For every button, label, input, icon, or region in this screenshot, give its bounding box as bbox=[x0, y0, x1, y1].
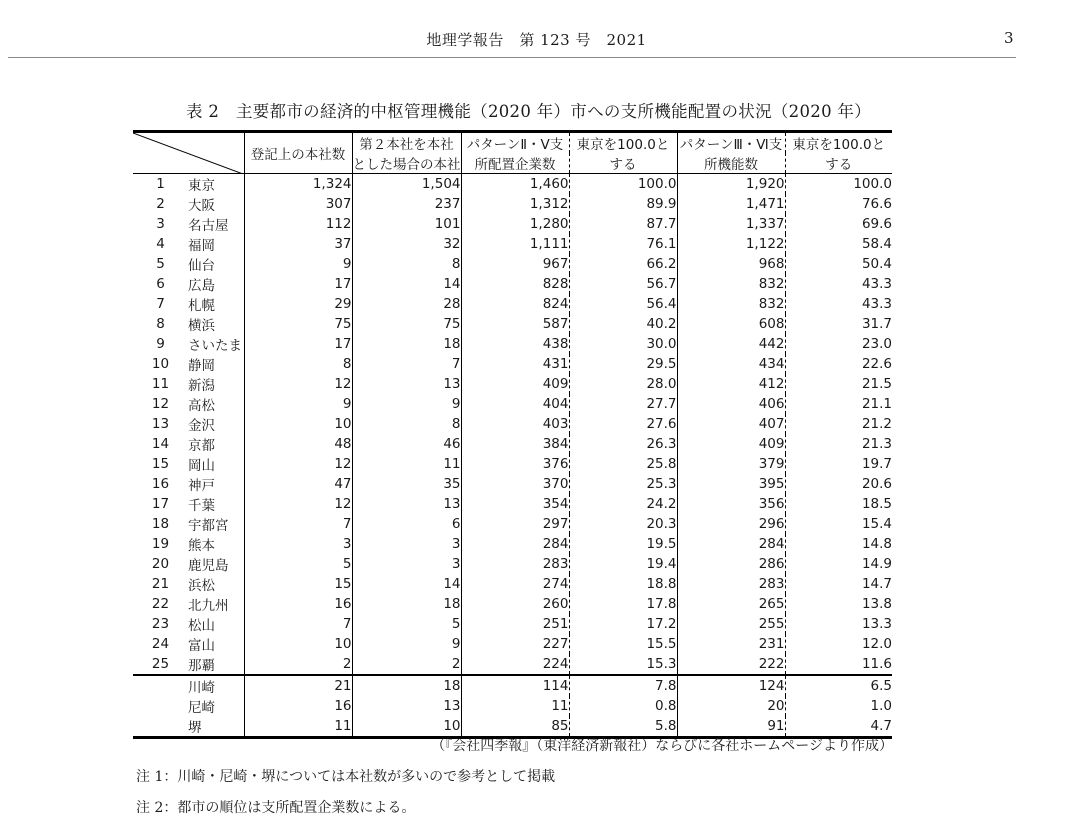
hq-count-cell: 37 bbox=[244, 234, 352, 254]
hq2-count-cell: 8 bbox=[352, 414, 461, 434]
hq-count-cell: 112 bbox=[244, 214, 352, 234]
p25-count-cell: 260 bbox=[461, 594, 569, 614]
p36-index-cell: 69.6 bbox=[861, 216, 892, 232]
col-header-idx1-l1: 東京を100.0と bbox=[569, 132, 677, 154]
p36-index-cell: 23.0 bbox=[861, 336, 892, 352]
p36-index-cell: 18.5 bbox=[861, 496, 892, 512]
p36-index-cell: 31.7 bbox=[861, 316, 892, 332]
p36-count-cell: 356 bbox=[677, 494, 785, 514]
p25-index-cell: 0.8 bbox=[569, 696, 677, 716]
p36-index-cell: 6.5 bbox=[785, 675, 892, 696]
p25-count-cell: 376 bbox=[461, 454, 569, 474]
p36-index-cell: 21.5 bbox=[861, 376, 892, 392]
p36-count-cell: 409 bbox=[677, 434, 785, 454]
p36-count-cell: 231 bbox=[677, 634, 785, 654]
p36-count-cell: 91 bbox=[677, 716, 785, 738]
p36-index-cell: 19.7 bbox=[861, 456, 892, 472]
hq-count-cell: 11 bbox=[244, 716, 352, 738]
p25-index-cell: 29.5 bbox=[569, 354, 677, 374]
p25-count-cell: 824 bbox=[461, 294, 569, 314]
hq2-count-cell: 2 bbox=[352, 654, 461, 675]
table-row bbox=[133, 334, 892, 354]
hq-count-cell: 21 bbox=[244, 675, 352, 696]
p25-index-cell: 27.7 bbox=[569, 394, 677, 414]
p36-index-cell: 21.2 bbox=[861, 416, 892, 432]
hq-count-cell: 47 bbox=[244, 474, 352, 494]
p36-count-cell: 20 bbox=[677, 696, 785, 716]
p25-index-cell: 25.8 bbox=[569, 454, 677, 474]
header-rule bbox=[8, 57, 1016, 58]
data-table bbox=[133, 130, 892, 739]
city-cell: 仙台 bbox=[188, 254, 244, 274]
p36-count-cell: 395 bbox=[677, 474, 785, 494]
col-header-hq2-l1: 第２本社を本社 bbox=[352, 132, 461, 154]
hq-count-cell: 9 bbox=[244, 394, 352, 414]
table-row bbox=[133, 634, 892, 654]
p36-index-cell: 21.3 bbox=[861, 436, 892, 452]
hq-count-cell: 8 bbox=[244, 354, 352, 374]
hq2-count-cell: 237 bbox=[352, 194, 461, 214]
rank-cell bbox=[133, 696, 188, 716]
p25-index-cell: 15.5 bbox=[569, 634, 677, 654]
page-number: 3 bbox=[1004, 29, 1014, 47]
rank-cell: 15 bbox=[151, 456, 170, 472]
rank-cell: 19 bbox=[151, 536, 170, 552]
p25-index-cell: 76.1 bbox=[569, 234, 677, 254]
col-header-idx1-l2: する bbox=[569, 153, 677, 174]
city-cell: 静岡 bbox=[188, 354, 244, 374]
p36-index-cell: 15.4 bbox=[861, 516, 892, 532]
table-row bbox=[133, 314, 892, 334]
p36-index-cell: 11.6 bbox=[861, 656, 892, 672]
rank-cell: 9 bbox=[156, 336, 165, 352]
rank-cell: 13 bbox=[151, 416, 170, 432]
city-cell: 鹿児島 bbox=[188, 554, 244, 574]
p36-count-cell: 1,920 bbox=[677, 174, 785, 195]
city-cell: 広島 bbox=[188, 274, 244, 294]
city-cell: 福岡 bbox=[188, 234, 244, 254]
rank-cell: 22 bbox=[151, 596, 170, 612]
hq2-count-cell: 35 bbox=[352, 474, 461, 494]
hq-count-cell: 7 bbox=[244, 614, 352, 634]
reference-row bbox=[133, 675, 892, 696]
note-1: 注 1：川崎・尼崎・堺については本社数が多いので参考として掲載 bbox=[136, 769, 556, 785]
rank-cell: 8 bbox=[156, 316, 165, 332]
city-cell: 横浜 bbox=[188, 314, 244, 334]
table-row bbox=[133, 214, 892, 234]
table-header bbox=[133, 132, 892, 174]
p25-index-cell: 89.9 bbox=[569, 194, 677, 214]
table-row bbox=[133, 254, 892, 274]
p25-count-cell: 224 bbox=[461, 654, 569, 675]
rank-cell: 1 bbox=[156, 176, 165, 192]
hq2-count-cell: 18 bbox=[352, 594, 461, 614]
hq-count-cell: 307 bbox=[244, 194, 352, 214]
rank-cell: 11 bbox=[151, 376, 170, 392]
col-header-p25-l2: 所配置企業数 bbox=[461, 153, 569, 174]
rank-cell bbox=[133, 675, 188, 696]
table-caption: 表 2 主要都市の経済的中枢管理機能（2020 年）市への支所機能配置の状況（2020 年） bbox=[186, 102, 872, 121]
rank-cell: 10 bbox=[151, 356, 170, 372]
city-cell: 北九州 bbox=[188, 594, 244, 614]
city-cell: 千葉 bbox=[188, 494, 244, 514]
hq-count-cell: 10 bbox=[244, 634, 352, 654]
hq2-count-cell: 10 bbox=[352, 716, 461, 738]
p25-count-cell: 431 bbox=[461, 354, 569, 374]
hq-count-cell: 48 bbox=[244, 434, 352, 454]
rank-cell: 5 bbox=[156, 256, 165, 272]
p25-index-cell: 19.5 bbox=[569, 534, 677, 554]
p36-count-cell: 1,337 bbox=[677, 214, 785, 234]
hq2-count-cell: 1,504 bbox=[352, 174, 461, 195]
table-row bbox=[133, 614, 892, 634]
p25-count-cell: 404 bbox=[461, 394, 569, 414]
p36-index-cell: 12.0 bbox=[861, 636, 892, 652]
city-cell: 浜松 bbox=[188, 574, 244, 594]
hq-count-cell: 5 bbox=[244, 554, 352, 574]
hq2-count-cell: 14 bbox=[352, 574, 461, 594]
p25-index-cell: 87.7 bbox=[569, 214, 677, 234]
hq-count-cell: 2 bbox=[244, 654, 352, 675]
p36-count-cell: 286 bbox=[677, 554, 785, 574]
city-cell: 京都 bbox=[188, 434, 244, 454]
p25-index-cell: 17.2 bbox=[569, 614, 677, 634]
city-cell: 那覇 bbox=[188, 654, 244, 675]
hq2-count-cell: 28 bbox=[352, 294, 461, 314]
reference-row bbox=[133, 696, 892, 716]
p36-count-cell: 434 bbox=[677, 354, 785, 374]
p25-index-cell: 17.8 bbox=[569, 594, 677, 614]
p36-count-cell: 379 bbox=[677, 454, 785, 474]
hq2-count-cell: 11 bbox=[352, 454, 461, 474]
p25-index-cell: 100.0 bbox=[569, 174, 677, 195]
city-cell: さいたま bbox=[188, 334, 244, 354]
p25-index-cell: 28.0 bbox=[569, 374, 677, 394]
hq2-count-cell: 9 bbox=[352, 634, 461, 654]
p36-count-cell: 832 bbox=[677, 274, 785, 294]
p25-index-cell: 24.2 bbox=[569, 494, 677, 514]
table-row bbox=[133, 194, 892, 214]
city-cell: 名古屋 bbox=[188, 214, 244, 234]
p36-count-cell: 407 bbox=[677, 414, 785, 434]
table-row bbox=[133, 274, 892, 294]
city-cell: 熊本 bbox=[188, 534, 244, 554]
p36-index-cell: 4.7 bbox=[870, 718, 892, 734]
p36-count-cell: 1,122 bbox=[677, 234, 785, 254]
p36-count-cell: 968 bbox=[677, 254, 785, 274]
p25-index-cell: 25.3 bbox=[569, 474, 677, 494]
hq-count-cell: 16 bbox=[244, 594, 352, 614]
hq-count-cell: 15 bbox=[244, 574, 352, 594]
p36-index-cell: 13.8 bbox=[861, 596, 892, 612]
p36-index-cell: 20.6 bbox=[861, 476, 892, 492]
p36-index-cell: 43.3 bbox=[861, 296, 892, 312]
city-cell: 川崎 bbox=[188, 675, 244, 696]
city-cell: 尼崎 bbox=[188, 696, 244, 716]
city-cell: 堺 bbox=[188, 716, 244, 738]
diagonal-line bbox=[133, 133, 243, 174]
city-cell: 岡山 bbox=[188, 454, 244, 474]
p36-index-cell: 76.6 bbox=[861, 196, 892, 212]
p25-count-cell: 967 bbox=[461, 254, 569, 274]
hq2-count-cell: 18 bbox=[352, 675, 461, 696]
p36-index-cell: 14.9 bbox=[861, 556, 892, 572]
p36-count-cell: 832 bbox=[677, 294, 785, 314]
p25-index-cell: 7.8 bbox=[569, 675, 677, 696]
rank-cell: 3 bbox=[156, 216, 165, 232]
p36-count-cell: 124 bbox=[677, 675, 785, 696]
hq2-count-cell: 46 bbox=[352, 434, 461, 454]
p36-count-cell: 412 bbox=[677, 374, 785, 394]
hq2-count-cell: 13 bbox=[352, 494, 461, 514]
p25-count-cell: 11 bbox=[461, 696, 569, 716]
p25-index-cell: 15.3 bbox=[569, 654, 677, 675]
hq-count-cell: 17 bbox=[244, 334, 352, 354]
hq2-count-cell: 6 bbox=[352, 514, 461, 534]
table-row bbox=[133, 374, 892, 394]
p25-count-cell: 587 bbox=[461, 314, 569, 334]
hq2-count-cell: 8 bbox=[352, 254, 461, 274]
p25-index-cell: 40.2 bbox=[569, 314, 677, 334]
p36-count-cell: 608 bbox=[677, 314, 785, 334]
table-row bbox=[133, 294, 892, 314]
col-header-idx2-l2: する bbox=[785, 153, 892, 174]
city-cell: 大阪 bbox=[188, 194, 244, 214]
city-cell: 宇都宮 bbox=[188, 514, 244, 534]
city-cell: 新潟 bbox=[188, 374, 244, 394]
p36-count-cell: 255 bbox=[677, 614, 785, 634]
table-row bbox=[133, 394, 892, 414]
p25-count-cell: 438 bbox=[461, 334, 569, 354]
p25-count-cell: 297 bbox=[461, 514, 569, 534]
col-header-hq2-l2: とした場合の本社 bbox=[352, 153, 461, 174]
hq-count-cell: 12 bbox=[244, 374, 352, 394]
city-cell: 高松 bbox=[188, 394, 244, 414]
rank-cell: 25 bbox=[151, 656, 170, 672]
p25-index-cell: 20.3 bbox=[569, 514, 677, 534]
table-row bbox=[133, 354, 892, 374]
p25-count-cell: 1,111 bbox=[461, 234, 569, 254]
p25-count-cell: 409 bbox=[461, 374, 569, 394]
p25-count-cell: 284 bbox=[461, 534, 569, 554]
hq2-count-cell: 5 bbox=[352, 614, 461, 634]
source-citation: （『会社四季報』（東洋経済新報社）ならびに各社ホームページより作成） bbox=[431, 738, 893, 754]
table-row bbox=[133, 594, 892, 614]
rank-cell: 6 bbox=[156, 276, 165, 292]
p25-count-cell: 283 bbox=[461, 554, 569, 574]
city-cell: 松山 bbox=[188, 614, 244, 634]
rank-cell: 18 bbox=[151, 516, 170, 532]
rank-cell: 24 bbox=[151, 636, 170, 652]
p25-count-cell: 828 bbox=[461, 274, 569, 294]
hq2-count-cell: 101 bbox=[352, 214, 461, 234]
p25-index-cell: 5.8 bbox=[569, 716, 677, 738]
p36-count-cell: 296 bbox=[677, 514, 785, 534]
p25-index-cell: 30.0 bbox=[569, 334, 677, 354]
p25-count-cell: 251 bbox=[461, 614, 569, 634]
p25-count-cell: 85 bbox=[461, 716, 569, 738]
p36-index-cell: 21.1 bbox=[861, 396, 892, 412]
p36-count-cell: 1,471 bbox=[677, 194, 785, 214]
p25-count-cell: 227 bbox=[461, 634, 569, 654]
rank-cell: 23 bbox=[151, 616, 170, 632]
table-row bbox=[133, 514, 892, 534]
p36-count-cell: 222 bbox=[677, 654, 785, 675]
p36-index-cell: 22.6 bbox=[861, 356, 892, 372]
p36-index-cell: 58.4 bbox=[861, 236, 892, 252]
rank-cell: 17 bbox=[151, 496, 170, 512]
rank-cell: 14 bbox=[151, 436, 170, 452]
table-row bbox=[133, 574, 892, 594]
hq2-count-cell: 18 bbox=[352, 334, 461, 354]
p25-index-cell: 27.6 bbox=[569, 414, 677, 434]
p25-index-cell: 56.4 bbox=[569, 294, 677, 314]
rank-cell: 2 bbox=[156, 196, 165, 212]
p36-count-cell: 442 bbox=[677, 334, 785, 354]
journal-title: 地理学報告 第 123 号 2021 bbox=[426, 31, 647, 49]
hq2-count-cell: 3 bbox=[352, 554, 461, 574]
hq-count-cell: 9 bbox=[244, 254, 352, 274]
col-header-p25-l1: パターンⅡ・Ⅴ支 bbox=[461, 132, 569, 154]
col-header-idx2-l1: 東京を100.0と bbox=[792, 137, 886, 153]
rank-cell: 12 bbox=[151, 396, 170, 412]
rank-cell: 21 bbox=[151, 576, 170, 592]
hq-count-cell: 1,324 bbox=[244, 174, 352, 195]
table-body bbox=[133, 174, 892, 738]
hq-count-cell: 29 bbox=[244, 294, 352, 314]
p36-index-cell: 50.4 bbox=[861, 256, 892, 272]
table-row bbox=[133, 654, 892, 675]
p25-count-cell: 354 bbox=[461, 494, 569, 514]
col-header-p36-l1: パターンⅢ・Ⅵ支 bbox=[677, 132, 785, 154]
p25-count-cell: 370 bbox=[461, 474, 569, 494]
hq-count-cell: 12 bbox=[244, 454, 352, 474]
table-row bbox=[133, 234, 892, 254]
hq2-count-cell: 3 bbox=[352, 534, 461, 554]
hq2-count-cell: 75 bbox=[352, 314, 461, 334]
city-cell: 東京 bbox=[188, 174, 244, 195]
p36-index-cell: 1.0 bbox=[870, 698, 892, 714]
table-row bbox=[133, 554, 892, 574]
rank-cell: 7 bbox=[156, 296, 165, 312]
hq2-count-cell: 14 bbox=[352, 274, 461, 294]
hq2-count-cell: 7 bbox=[352, 354, 461, 374]
p25-count-cell: 1,460 bbox=[461, 174, 569, 195]
p25-index-cell: 19.4 bbox=[569, 554, 677, 574]
city-cell: 金沢 bbox=[188, 414, 244, 434]
hq-count-cell: 10 bbox=[244, 414, 352, 434]
p36-index-cell: 13.3 bbox=[861, 616, 892, 632]
hq-count-cell: 12 bbox=[244, 494, 352, 514]
hq-count-cell: 3 bbox=[244, 534, 352, 554]
p36-index-cell: 43.3 bbox=[861, 276, 892, 292]
p36-index-cell: 14.7 bbox=[861, 576, 892, 592]
p25-index-cell: 66.2 bbox=[569, 254, 677, 274]
p25-count-cell: 114 bbox=[461, 675, 569, 696]
col-header-p36-l2: 所機能数 bbox=[677, 153, 785, 174]
table-row bbox=[133, 454, 892, 474]
table-row bbox=[133, 474, 892, 494]
table-row bbox=[133, 414, 892, 434]
col-header-hq: 登記上の本社数 bbox=[244, 132, 352, 174]
hq2-count-cell: 32 bbox=[352, 234, 461, 254]
p25-count-cell: 403 bbox=[461, 414, 569, 434]
table-row bbox=[133, 434, 892, 454]
hq2-count-cell: 13 bbox=[352, 696, 461, 716]
p25-count-cell: 1,280 bbox=[461, 214, 569, 234]
p36-count-cell: 265 bbox=[677, 594, 785, 614]
p36-count-cell: 284 bbox=[677, 534, 785, 554]
city-cell: 富山 bbox=[188, 634, 244, 654]
city-cell: 神戸 bbox=[188, 474, 244, 494]
p25-index-cell: 56.7 bbox=[569, 274, 677, 294]
p36-count-cell: 406 bbox=[677, 394, 785, 414]
city-cell: 札幌 bbox=[188, 294, 244, 314]
hq-count-cell: 75 bbox=[244, 314, 352, 334]
p36-count-cell: 283 bbox=[677, 574, 785, 594]
rank-cell: 4 bbox=[156, 236, 165, 252]
diagonal-header-cell bbox=[133, 132, 244, 174]
p25-index-cell: 26.3 bbox=[569, 434, 677, 454]
p36-index-cell: 14.8 bbox=[861, 536, 892, 552]
table-row bbox=[133, 534, 892, 554]
p25-count-cell: 274 bbox=[461, 574, 569, 594]
table-row bbox=[133, 494, 892, 514]
rank-cell: 20 bbox=[151, 556, 170, 572]
p25-index-cell: 18.8 bbox=[569, 574, 677, 594]
hq-count-cell: 17 bbox=[244, 274, 352, 294]
hq-count-cell: 16 bbox=[244, 696, 352, 716]
p25-count-cell: 1,312 bbox=[461, 194, 569, 214]
rank-cell: 16 bbox=[151, 476, 170, 492]
hq2-count-cell: 13 bbox=[352, 374, 461, 394]
table-row bbox=[133, 174, 892, 195]
p36-index-cell: 100.0 bbox=[853, 176, 892, 192]
hq-count-cell: 7 bbox=[244, 514, 352, 534]
note-2: 注 2：都市の順位は支所配置企業数による。 bbox=[136, 800, 416, 816]
hq2-count-cell: 9 bbox=[352, 394, 461, 414]
p25-count-cell: 384 bbox=[461, 434, 569, 454]
